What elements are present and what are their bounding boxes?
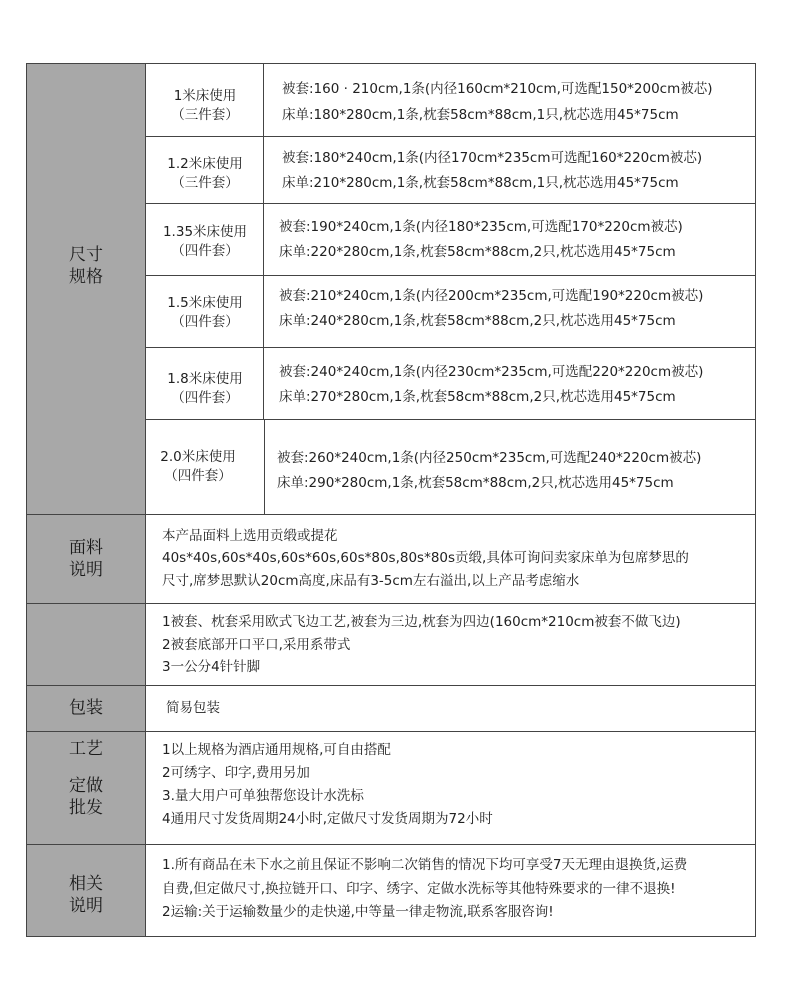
spec-line: 被套:240*240cm,1条(内径230cm*235cm,可选配220*220cm被芯) bbox=[279, 364, 704, 380]
process-line: 2被套底部开口平口,采用系带式 bbox=[162, 637, 351, 653]
spec-line: 被套:180*240cm,1条(内径170cm*235cm可选配160*220cm被芯) bbox=[282, 150, 703, 166]
spec-line: 床单:180*280cm,1条,枕套58cm*88cm,1只,枕芯选用45*75cm bbox=[282, 107, 679, 123]
size-label-line2: 规格 bbox=[69, 267, 103, 287]
spec-line: 床单:240*280cm,1条,枕套58cm*88cm,2只,枕芯选用45*75cm bbox=[279, 313, 676, 329]
spec-line: 床单:270*280cm,1条,枕套58cm*88cm,2只,枕芯选用45*75cm bbox=[279, 389, 676, 405]
spec-line: 床单:220*280cm,1条,枕套58cm*88cm,2只,枕芯选用45*75cm bbox=[279, 244, 676, 260]
size-name: 1.35米床使用 bbox=[162, 224, 248, 240]
set-type: （四件套） bbox=[171, 314, 239, 330]
set-type: （四件套） bbox=[171, 390, 239, 406]
custom-line: 1以上规格为酒店通用规格,可自由搭配 bbox=[162, 742, 391, 758]
size-name: 1.8米床使用 bbox=[167, 371, 243, 387]
set-type: （四件套） bbox=[171, 243, 239, 259]
process-line: 3一公分4针针脚 bbox=[162, 659, 261, 675]
spec-line: 床单:210*280cm,1条,枕套58cm*88cm,1只,枕芯选用45*75cm bbox=[282, 175, 679, 191]
related-section-label: 相关 说明 bbox=[69, 874, 103, 916]
set-type: （三件套） bbox=[171, 175, 239, 191]
related-line: 自费,但定做尺寸,换拉链开口、印字、绣字、定做水洗标等其他特殊要求的一律不退换! bbox=[162, 881, 676, 897]
custom-line: 3.量大用户可单独帮您设计水洗标 bbox=[162, 788, 364, 804]
spec-line: 床单:290*280cm,1条,枕套58cm*88cm,2只,枕芯选用45*75cm bbox=[277, 475, 674, 491]
spec-line: 被套:160 · 210cm,1条(内径160cm*210cm,可选配150*200cm被芯) bbox=[282, 81, 713, 97]
packaging-section-label: 包装 bbox=[69, 698, 103, 718]
size-label-line1: 尺寸 bbox=[69, 245, 103, 265]
spec-line: 被套:260*240cm,1条(内径250cm*235cm,可选配240*220cm被芯) bbox=[277, 450, 702, 466]
set-type: （三件套） bbox=[171, 107, 239, 123]
process-label-cell bbox=[26, 603, 146, 685]
fabric-section-label: 面料 说明 bbox=[69, 538, 103, 580]
related-line: 1.所有商品在未下水之前且保证不影响二次销售的情况下均可享受7天无理由退换货,运费 bbox=[162, 857, 688, 873]
packaging-text: 简易包装 bbox=[166, 700, 220, 716]
related-line: 2运输:关于运输数量少的走快递,中等量一律走物流,联系客服咨询! bbox=[162, 904, 554, 920]
size-name: 2.0米床使用 bbox=[160, 449, 236, 465]
custom-line: 4通用尺寸发货周期24小时,定做尺寸发货周期为72小时 bbox=[162, 811, 493, 827]
set-type: （四件套） bbox=[164, 468, 232, 484]
size-name: 1米床使用 bbox=[173, 88, 237, 104]
size-name: 1.2米床使用 bbox=[167, 156, 243, 172]
custom-section-label: 定做 批发 bbox=[69, 776, 103, 818]
spec-line: 被套:190*240cm,1条(内径180*235cm,可选配170*220cm被芯) bbox=[279, 219, 683, 235]
size-label-cell bbox=[26, 63, 146, 514]
custom-line: 2可绣字、印字,费用另加 bbox=[162, 765, 310, 781]
fabric-line: 40s*40s,60s*40s,60s*60s,60s*80s,80s*80s贡缎,具体可询问卖家床单为包席梦思的 bbox=[162, 550, 689, 566]
size-name: 1.5米床使用 bbox=[167, 295, 243, 311]
process-line: 1被套、枕套采用欧式飞边工艺,被套为三边,枕套为四边(160cm*210cm被套不做飞边) bbox=[162, 614, 681, 630]
custom-label-top: 工艺 bbox=[69, 739, 103, 759]
size-section-label bbox=[26, 244, 146, 288]
spec-line: 被套:210*240cm,1条(内径200cm*235cm,可选配190*220cm被芯) bbox=[279, 288, 704, 304]
fabric-line: 本产品面料上选用贡缎或提花 bbox=[162, 528, 338, 544]
fabric-line: 尺寸,席梦思默认20cm高度,床品有3-5cm左右溢出,以上产品考虑缩水 bbox=[162, 573, 580, 589]
